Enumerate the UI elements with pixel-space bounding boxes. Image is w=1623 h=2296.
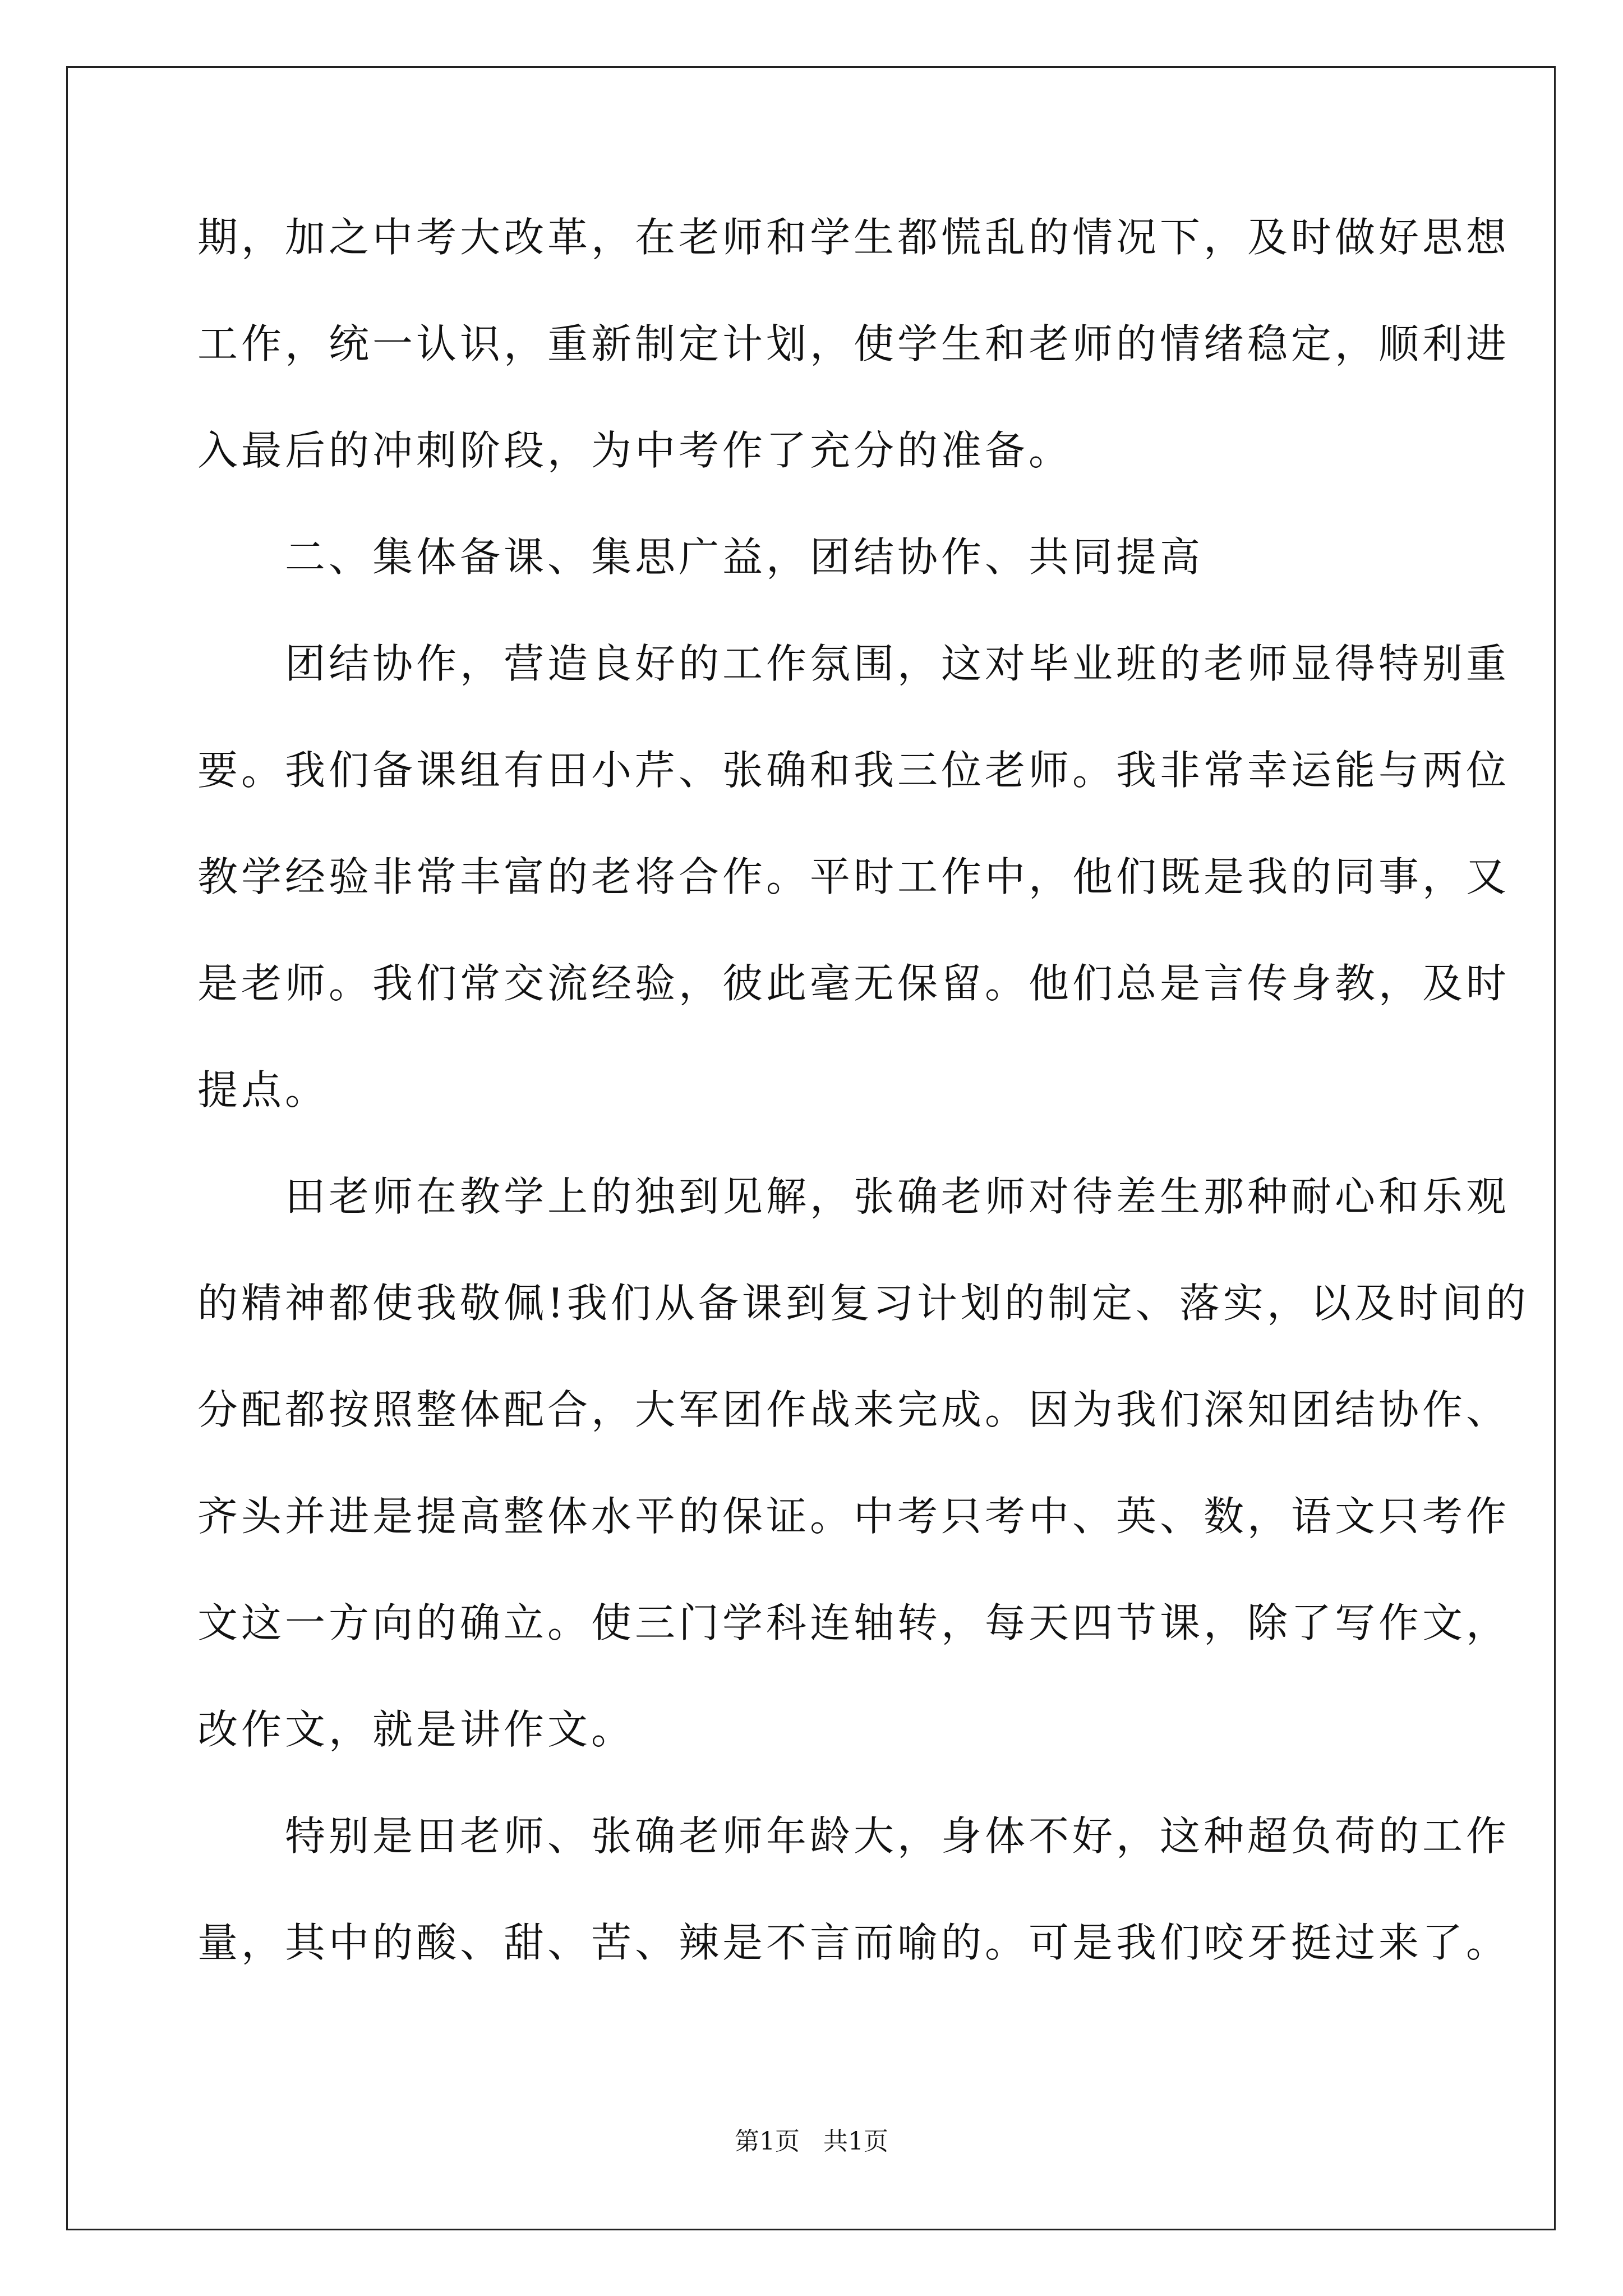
document-body [197,211,1529,1970]
text-line: 要。我们备课组有田小芹、张确和我三位老师。我非常幸运能与两位 [197,747,1510,794]
page-footer [0,2125,1623,2159]
text-line: 量，其中的酸、甜、苦、辣是不言而喻的。可是我们咬牙挺过来了。 [197,1919,1510,1966]
text-line: 特别是田老师、张确老师年龄大，身体不好，这种超负荷的工作 [197,1812,1510,1860]
text-line: 齐头并进是提高整体水平的保证。中考只考中、英、数，语文只考作 [197,1493,1510,1540]
page-number: 第1页 [735,2127,800,2156]
text-line: 团结协作，营造良好的工作氛围，这对毕业班的老师显得特别重 [197,640,1510,687]
text-line: 田老师在教学上的独到见解，张确老师对待差生那种耐心和乐观 [197,1173,1510,1220]
text-line: 教学经验非常丰富的老将合作。平时工作中，他们既是我的同事，又 [197,853,1510,900]
text-line: 期，加之中考大改革，在老师和学生都慌乱的情况下，及时做好思想 [197,214,1510,261]
text-line: 的精神都使我敬佩!我们从备课到复习计划的制定、落实，以及时间的 [197,1280,1529,1327]
text-line: 分配都按照整体配合，大军团作战来完成。因为我们深知团结协作、 [197,1386,1510,1433]
page-total: 共1页 [823,2127,888,2156]
text-line: 工作，统一认识，重新制定计划，使学生和老师的情绪稳定，顺利进 [197,320,1510,367]
section-heading: 二、集体备课、集思广益，团结协作、共同提高 [197,533,1204,581]
text-line: 是老师。我们常交流经验，彼此毫无保留。他们总是言传身教，及时 [197,960,1510,1007]
text-line: 文这一方向的确立。使三门学科连轴转，每天四节课，除了写作文， [197,1599,1510,1646]
text-line: 入最后的冲刺阶段，为中考作了充分的准备。 [197,427,1073,474]
text-line: 提点。 [197,1066,329,1114]
text-line: 改作文，就是讲作文。 [197,1706,635,1753]
